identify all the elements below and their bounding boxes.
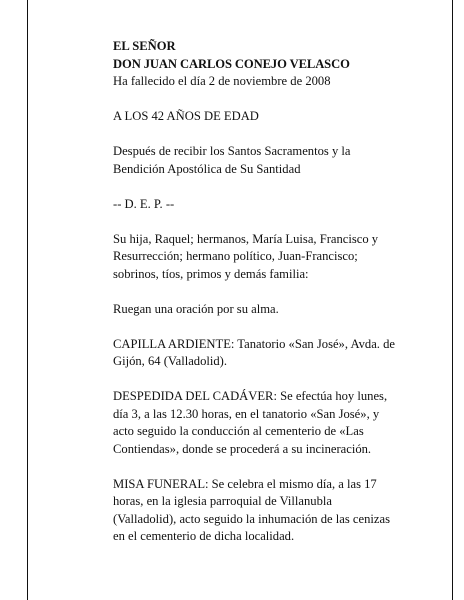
mass-line: (Valladolid), acto seguido la inhumación de las cenizas (113, 511, 390, 526)
farewell-line: día 3, a las 12.30 horas, en el tanatorio «San José», y (113, 406, 380, 421)
farewell-paragraph (113, 388, 453, 458)
sacraments-paragraph (113, 143, 453, 178)
age-line: A LOS 42 AÑOS DE EDAD (113, 109, 259, 123)
mass-line: MISA FUNERAL: Se celebra el mismo día, a las 17 (113, 476, 377, 491)
mass-paragraph (113, 476, 453, 546)
left-border-line (27, 0, 28, 600)
farewell-line: DESPEDIDA DEL CADÁVER: Se efectúa hoy lunes, (113, 389, 388, 403)
family-line: Resurrección; hermano político, Juan-Francisco; (113, 249, 358, 263)
sacraments-line: Bendición Apostólica de Su Santidad (113, 161, 301, 176)
sacraments-line: Después de recibir los Santos Sacramentos y la (113, 144, 351, 158)
chapel-line: CAPILLA ARDIENTE: Tanatorio «San José», Avda. de (113, 336, 395, 351)
obituary-notice (113, 38, 453, 546)
death-date-line: Ha fallecido el día 2 de noviembre de 2008 (113, 74, 331, 88)
family-paragraph (113, 231, 453, 284)
family-line: Su hija, Raquel; hermanos, María Luisa, Francisco y (113, 231, 379, 246)
mass-line: horas, en la iglesia parroquial de Villanubla (113, 494, 332, 508)
deceased-name: DON JUAN CARLOS CONEJO VELASCO (113, 56, 350, 71)
notice-title: EL SEÑOR (113, 39, 176, 53)
chapel-line: Gijón, 64 (Valladolid). (113, 354, 228, 368)
prayer-line: Ruegan una oración por su alma. (113, 301, 279, 316)
mass-line: en el cementerio de dicha localidad. (113, 529, 295, 543)
farewell-line: Contiendas», donde se procederá a su incineración. (113, 441, 372, 456)
family-line: sobrinos, tíos, primos y demás familia: (113, 266, 309, 281)
dep-line: -- D. E. P. -- (113, 196, 175, 211)
chapel-paragraph (113, 336, 453, 371)
farewell-line: acto seguido la conducción al cementerio de «Las (113, 424, 364, 438)
